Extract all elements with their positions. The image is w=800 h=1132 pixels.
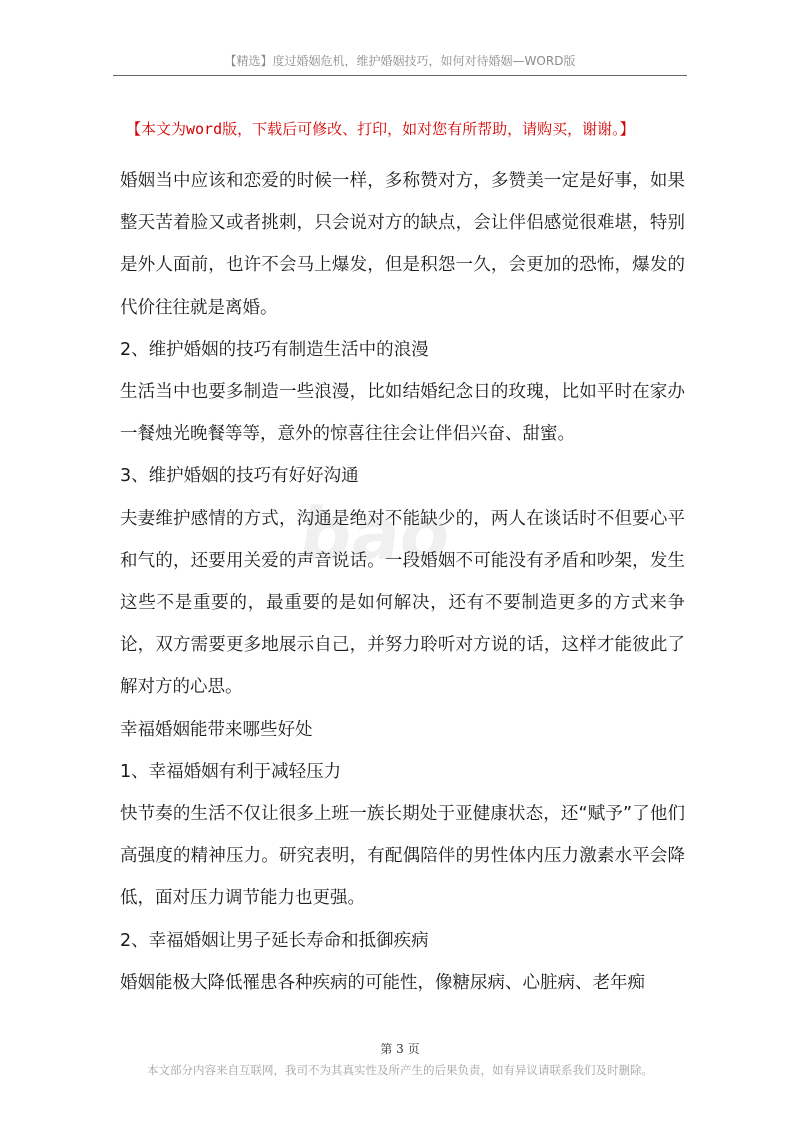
section-heading: 1、幸福婚姻有利于减轻压力 bbox=[120, 761, 342, 782]
download-notice: 【本文为word版，下载后可修改、打印，如对您有所帮助，请购买，谢谢。】 bbox=[126, 120, 635, 138]
section-heading: 2、维护婚姻的技巧有制造生活中的浪漫 bbox=[120, 339, 429, 360]
section-heading: 幸福婚姻能带来哪些好处 bbox=[120, 719, 313, 740]
section-heading: 2、幸福婚姻让男子延长寿命和抵御疾病 bbox=[120, 930, 429, 951]
page-number: 第 3 页 bbox=[380, 1042, 420, 1056]
paragraph: 快节奏的生活不仅让很多上班一族长期处于亚健康状态，还“赋予”了他们高强度的精神压力。研究表明，有配偶陪伴的男性体内压力激素水平会降低，面对压力调节能力也更强。 bbox=[120, 804, 685, 909]
paragraph: 生活当中也要多制造一些浪漫，比如结婚纪念日的玫瑰，比如平时在家办一餐烛光晚餐等等，意外的惊喜往往会让伴侣兴奋、甜蜜。 bbox=[120, 382, 685, 445]
paragraph: 婚姻当中应该和恋爱的时候一样，多称赞对方，多赞美一定是好事，如果整天苦着脸又或者挑刺，只会说对方的缺点，会让伴侣感觉很难堪，特别是外人面前，也许不会马上爆发，但是积怨一久，会更加的恐怖，爆发的代价往往就是离婚。 bbox=[120, 171, 685, 318]
paragraph: 夫妻维护感情的方式，沟通是绝对不能缺少的，两人在谈话时不但要心平和气的，还要用关爱的声音说话。一段婚姻不可能没有矛盾和吵架，发生这些不是重要的，最重要的是如何解决，还有不要制造更多的方式来争论，双方需要更多地展示自己，并努力聆听对方说的话，这样才能彼此了解对方的心思。 bbox=[120, 508, 685, 698]
section-heading: 3、维护婚姻的技巧有好好沟通 bbox=[120, 466, 359, 487]
watermark: bao bbox=[294, 492, 456, 576]
page-header-title: 【精选】度过婚姻危机，维护婚姻技巧，如何对待婚姻—WORD版 bbox=[224, 54, 576, 68]
footer-disclaimer: 本文部分内容来自互联网，我司不为其真实性及所产生的后果负责，如有异议请联系我们及时删除。 bbox=[147, 1063, 653, 1077]
header-divider bbox=[113, 75, 687, 76]
paragraph: 婚姻能极大降低罹患各种疾病的可能性，像糖尿病、心脏病、老年痴 bbox=[120, 972, 645, 993]
document-body bbox=[120, 160, 685, 1004]
